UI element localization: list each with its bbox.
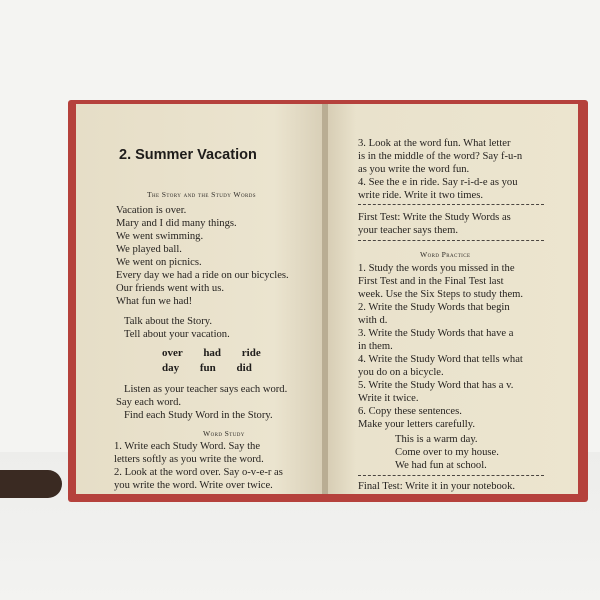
exercise-line: 4. See the e in ride. Say r-i-d-e as you — [358, 177, 518, 188]
practice-line: week. Use the Six Steps to study them. — [358, 289, 524, 300]
story-section-heading: The Story and the Study Words — [147, 190, 256, 199]
word-study-line: you write the word. Write over twice. — [114, 480, 273, 491]
word-study-heading: Word Study — [203, 429, 245, 438]
practice-line: First Test and in the Final Test last — [358, 276, 504, 287]
study-words-row: day fun did — [162, 362, 252, 374]
story-line: Our friends went with us. — [116, 283, 224, 294]
word-study-line: 2. Look at the word over. Say o-v-e-r as — [114, 467, 283, 478]
practice-line: with d. — [358, 315, 388, 326]
study-words-row: over had ride — [162, 347, 261, 359]
exercise-line: 3. Look at the word fun. What letter — [358, 138, 511, 149]
practice-line: in them. — [358, 341, 393, 352]
first-test-line: your teacher says them. — [358, 225, 459, 236]
word-study-line: letters softly as you write the word. — [114, 454, 264, 465]
divider — [358, 204, 544, 205]
story-line: Vacation is over. — [116, 205, 187, 216]
word-study-line: 1. Write each Study Word. Say the — [114, 441, 261, 452]
book-gutter — [322, 104, 328, 494]
thumb — [0, 470, 62, 498]
practice-line: Make your letters carefully. — [358, 419, 475, 430]
practice-line: Write it twice. — [358, 393, 419, 404]
practice-line: you do on a bicycle. — [358, 367, 444, 378]
listen-line: Find each Study Word in the Story. — [124, 410, 273, 421]
practice-line: 1. Study the words you missed in the — [358, 263, 515, 274]
talk-line: Talk about the Story. — [124, 316, 213, 327]
story-line: We played ball. — [116, 244, 182, 255]
listen-line: Say each word. — [116, 397, 182, 408]
copy-sentence: We had fun at school. — [395, 460, 487, 471]
copy-sentence: This is a warm day. — [395, 434, 478, 445]
practice-line: 2. Write the Study Words that begin — [358, 302, 510, 313]
story-line: What fun we had! — [116, 296, 193, 307]
story-line: Every day we had a ride on our bicycles. — [116, 270, 289, 281]
copy-sentence: Come over to my house. — [395, 447, 499, 458]
story-line: Mary and I did many things. — [116, 218, 237, 229]
practice-line: 5. Write the Study Word that has a v. — [358, 380, 514, 391]
talk-line: Tell about your vacation. — [124, 329, 230, 340]
practice-line: 4. Write the Study Word that tells what — [358, 354, 523, 365]
word-practice-heading: Word Practice — [420, 250, 471, 259]
divider — [358, 475, 544, 476]
lesson-title: 2. Summer Vacation — [119, 147, 257, 163]
story-line: We went swimming. — [116, 231, 204, 242]
exercise-line: is in the middle of the word? Say f-u-n — [358, 151, 523, 162]
divider — [358, 240, 544, 241]
story-line: We went on picnics. — [116, 257, 202, 268]
exercise-line: as you write the word fun. — [358, 164, 470, 175]
listen-line: Listen as your teacher says each word. — [124, 384, 288, 395]
first-test-line: First Test: Write the Study Words as — [358, 212, 511, 223]
final-test-line: Final Test: Write it in your notebook. — [358, 481, 516, 492]
practice-line: 6. Copy these sentences. — [358, 406, 462, 417]
exercise-line: write ride. Write it two times. — [358, 190, 484, 201]
practice-line: 3. Write the Study Words that have a — [358, 328, 514, 339]
